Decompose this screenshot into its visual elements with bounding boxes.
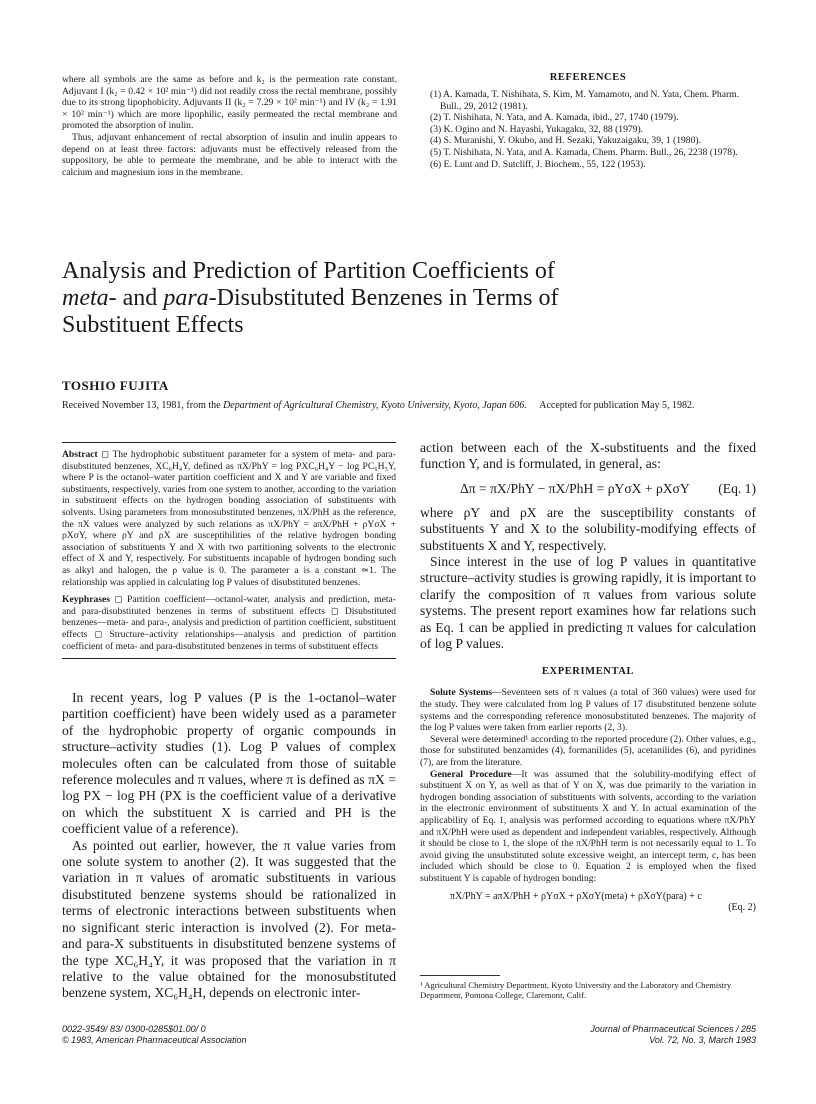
received-line (62, 400, 752, 413)
experimental-heading: EXPERIMENTAL (541, 666, 635, 678)
footer-volume: Vol. 72, No. 3, March 1983 (649, 1035, 756, 1045)
keyphrases-paragraph (62, 594, 396, 652)
footer-right (590, 1024, 756, 1046)
footnote: ¹ Agricultural Chemistry Department, Kyoto University and the Laboratory and Chemistry Department, Pomona College, Claremont, Calif. (420, 980, 732, 1000)
department-text: Department of Agricultural Chemistry, Kyoto University, Kyoto, Japan 606. (223, 400, 527, 411)
accepted-text: Accepted for publication May 5, 1982. (539, 400, 695, 411)
title-italic: meta- (62, 285, 117, 311)
equation-1 (460, 481, 756, 497)
article-title (62, 258, 762, 339)
reference-item: (6) E. Lunt and D. Sutcliff, J. Biochem., 55, 122 (1953). (430, 158, 646, 170)
reference-item: (3) K. Ogino and N. Hayashi, Yukagaku, 32, 88 (1979). (430, 123, 644, 135)
author: TOSHIO FUJITA (62, 378, 169, 393)
experimental-text (420, 687, 756, 884)
paragraph (420, 687, 756, 733)
paragraph (420, 769, 756, 885)
right-body (420, 505, 756, 653)
equation-label: (Eq. 2) (728, 901, 756, 913)
footer-copyright: © 1983, American Pharmaceutical Association (62, 1035, 247, 1045)
reference-item: (2) T. Nishihata, N. Yata, and A. Kamada, ibid., 27, 1740 (1979). (430, 112, 679, 124)
abstract-text: The hydrophobic substituent parameter for a system of meta- and para-disubstituted benzenes, XC₆H₄Y, defined as πX/PhY = log PXC₆H₄Y − log PC₆H₅Y, where P is the octanol–water partition coefficient and X and Y are variable and fixed substituents, respectively, varies from one system to another, according to the variation in substituent effects on the hydrogen bonding association of substituents with solvents. Using parameters from monosubstituted benzenes, πX/PhH as the reference, the πX values were analyzed by such relations as πX/PhY = aπX/PhH + ρYσX + ρXσY, where ρY and ρX are susceptibilities of the relative hydrogen bonding association of substituents Y and X with two partitioning solvents to the electronic effect of X and Y, respectively. For substituents incapable of hydrogen bonding such as alkyl and halogen, the ρ value is 0. The parameter a is a constant ≃1. The relationship was applied in calculating log P values of disubstituted benzenes. (62, 449, 396, 588)
equation-text: Δπ = πX/PhY − πX/PhH = ρYσX + ρXσY (460, 480, 690, 496)
abstract-paragraph (62, 449, 396, 588)
paragraph-text: —Seventeen sets of π values (a total of 360 values) were used for the study. They were calculated from log P values of 17 disubstituted benzene solute systems and the corresponding reference monosubstituted benzenes. The majority of the log P values were taken from earlier reports (2, 3). (420, 687, 756, 734)
top-left-text (62, 74, 397, 178)
title-italic: para (163, 285, 209, 311)
references-heading: REFERENCES (549, 72, 627, 83)
footnote-rule (420, 975, 500, 976)
keyphrases-text: Partition coefficient—octanol-water, analysis and prediction, meta- and para-disubstituted benzenes in terms of substituent effects ◻ Disubstituted benzenes—meta- and para-, analysis and prediction of partition coefficient, substituent effects ◻ Structure–activity relationships—analysis and prediction of partition coefficient of meta- and para-disubstituted benzenes in terms of substituent effects (62, 594, 396, 652)
equation-text: πX/PhY = aπX/PhH + ρYσX + ρXσY(meta) + ρXσY(para) + c (450, 890, 702, 902)
title-line (62, 285, 762, 312)
title-line: Analysis and Prediction of Partition Coefficients of (62, 258, 555, 284)
equation-label: (Eq. 1) (718, 480, 756, 496)
right-intro (420, 440, 756, 473)
keyphrases-label: Keyphrases ◻ (62, 594, 123, 606)
footer-journal: Journal of Pharmaceutical Sciences / 285 (590, 1024, 756, 1034)
run-in-heading: General Procedure (430, 768, 512, 780)
paragraph: As pointed out earlier, however, the π value varies from one solute system to another (2). It was suggested that the variation in π values of aromatic substituents in various disubstituted benzene systems should be rationalized in terms of electronic interactions between substituents when no significant steric interaction is involved (2). For meta- and para-X substituents in disubstituted benzene systems of the type XC₆H₄Y, it was proposed that the variation in π relative to the value obtained for the monosubstituted benzene system, XC₆H₄H, depends on electronic inter- (62, 837, 396, 1001)
intro-text (62, 690, 396, 1002)
paragraph: where all symbols are the same as before and k₂ is the permeation rate constant. Adjuvant I (k₂ = 0.42 × 10² min⁻¹) did not readily cross the rectal membrane, possibly due to its strong lipophobicity. Adjuvants II (k₂ = 7.29 × 10² min⁻¹) and IV (k₂ = 1.91 × 10² min⁻¹) which are more lipophilic, easily permeated the rectal membrane and promoted the absorption of inulin. (62, 74, 397, 132)
footer-issn: 0022-3549/ 83/ 0300-0285$01.00/ 0 (62, 1024, 206, 1034)
run-in-heading: Solute Systems (430, 687, 493, 699)
paragraph: action between each of the X-substituents and the fixed function Y, and is formulated, in general, as: (420, 440, 756, 472)
received-text: Received November 13, 1981, from the (62, 400, 224, 411)
abstract-label: Abstract ◻ (62, 449, 110, 460)
paragraph: Since interest in the use of log P values in quantitative structure–activity studies is growing rapidly, it is important to clarify the composition of π values from various solute systems. The present report examines how far relations such as Eq. 1 can be applied in predicting π values for calculation of log P values. (420, 554, 756, 652)
title-fragment: and (116, 285, 164, 311)
title-line: Substituent Effects (62, 312, 244, 338)
right-column (420, 440, 756, 913)
title-fragment: -Disubstituted Benzenes in Terms of (208, 285, 559, 311)
equation-2 (450, 891, 756, 913)
paragraph-text: —It was assumed that the solubility-modifying effect of substituent X on Y, as well as that of Y on X, was due primarily to the variation in hydrogen bonding association of substituents with solvents, according to the variation in the electronic environment of substituents X and Y. In actual examination of the applicability of Eq. 1, analysis was performed according to equations where πX/PhY and πX/PhH were used as dependent and independent variables, respectively. Although it should be close to 1, the slope of the πX/PhH term is not necessarily equal to 1. To avoid giving the unsubstituted solute excessive weight, an intercept term, c, has been included which should be close to 0. Equation 2 is employed when the fixed substituent Y is capable of hydrogen bonding: (420, 768, 756, 884)
references-list (420, 89, 756, 170)
reference-item: (4) S. Muranishi, Y. Okubo, and H. Sezaki, Yakuzaigaku, 39, 1 (1980). (430, 135, 701, 147)
paragraph: Thus, adjuvant enhancement of rectal absorption of insulin and inulin appears to depend on at least three factors: adjuvants must be effectively released from the suppository, be able to permeate the membrane, and be able to interact with the calcium and magnesium ions in the membrane. (62, 131, 397, 178)
paragraph: In recent years, log P values (P is the 1-octanol–water partition coefficient) have been widely used as a parameter of the hydrophobic property of organic compounds in structure–activity studies (1). Log P values of complex molecules often can be calculated from those of suitable reference molecules and π values, where π is defined as πX = log PX − log PH (PX is the coefficient value of a derivative on which the substituent X is carried and PH is the coefficient value of a reference). (62, 690, 396, 837)
footer-left (62, 1024, 247, 1046)
references-section (420, 72, 756, 170)
paragraph: Several were determined¹ according to the reported procedure (2). Other values, e.g., those for substituted benzamides (4), formanilides (5), acetanilides (6), and pyridines (7), are from the literature. (420, 733, 756, 769)
reference-item: (1) A. Kamada, T. Nishihata, S. Kim, M. Yamamoto, and N. Yata, Chem. Pharm. Bull., 29, 2012 (1981). (430, 89, 740, 112)
reference-item: (5) T. Nishihata, N. Yata, and A. Kamada, Chem. Pharm. Bull., 26, 2238 (1978). (430, 146, 738, 158)
paragraph: where ρY and ρX are the susceptibility constants of substituents Y and X to the solubility-modifying effects of substituents X and Y, respectively. (420, 504, 756, 553)
abstract-box (62, 442, 396, 659)
